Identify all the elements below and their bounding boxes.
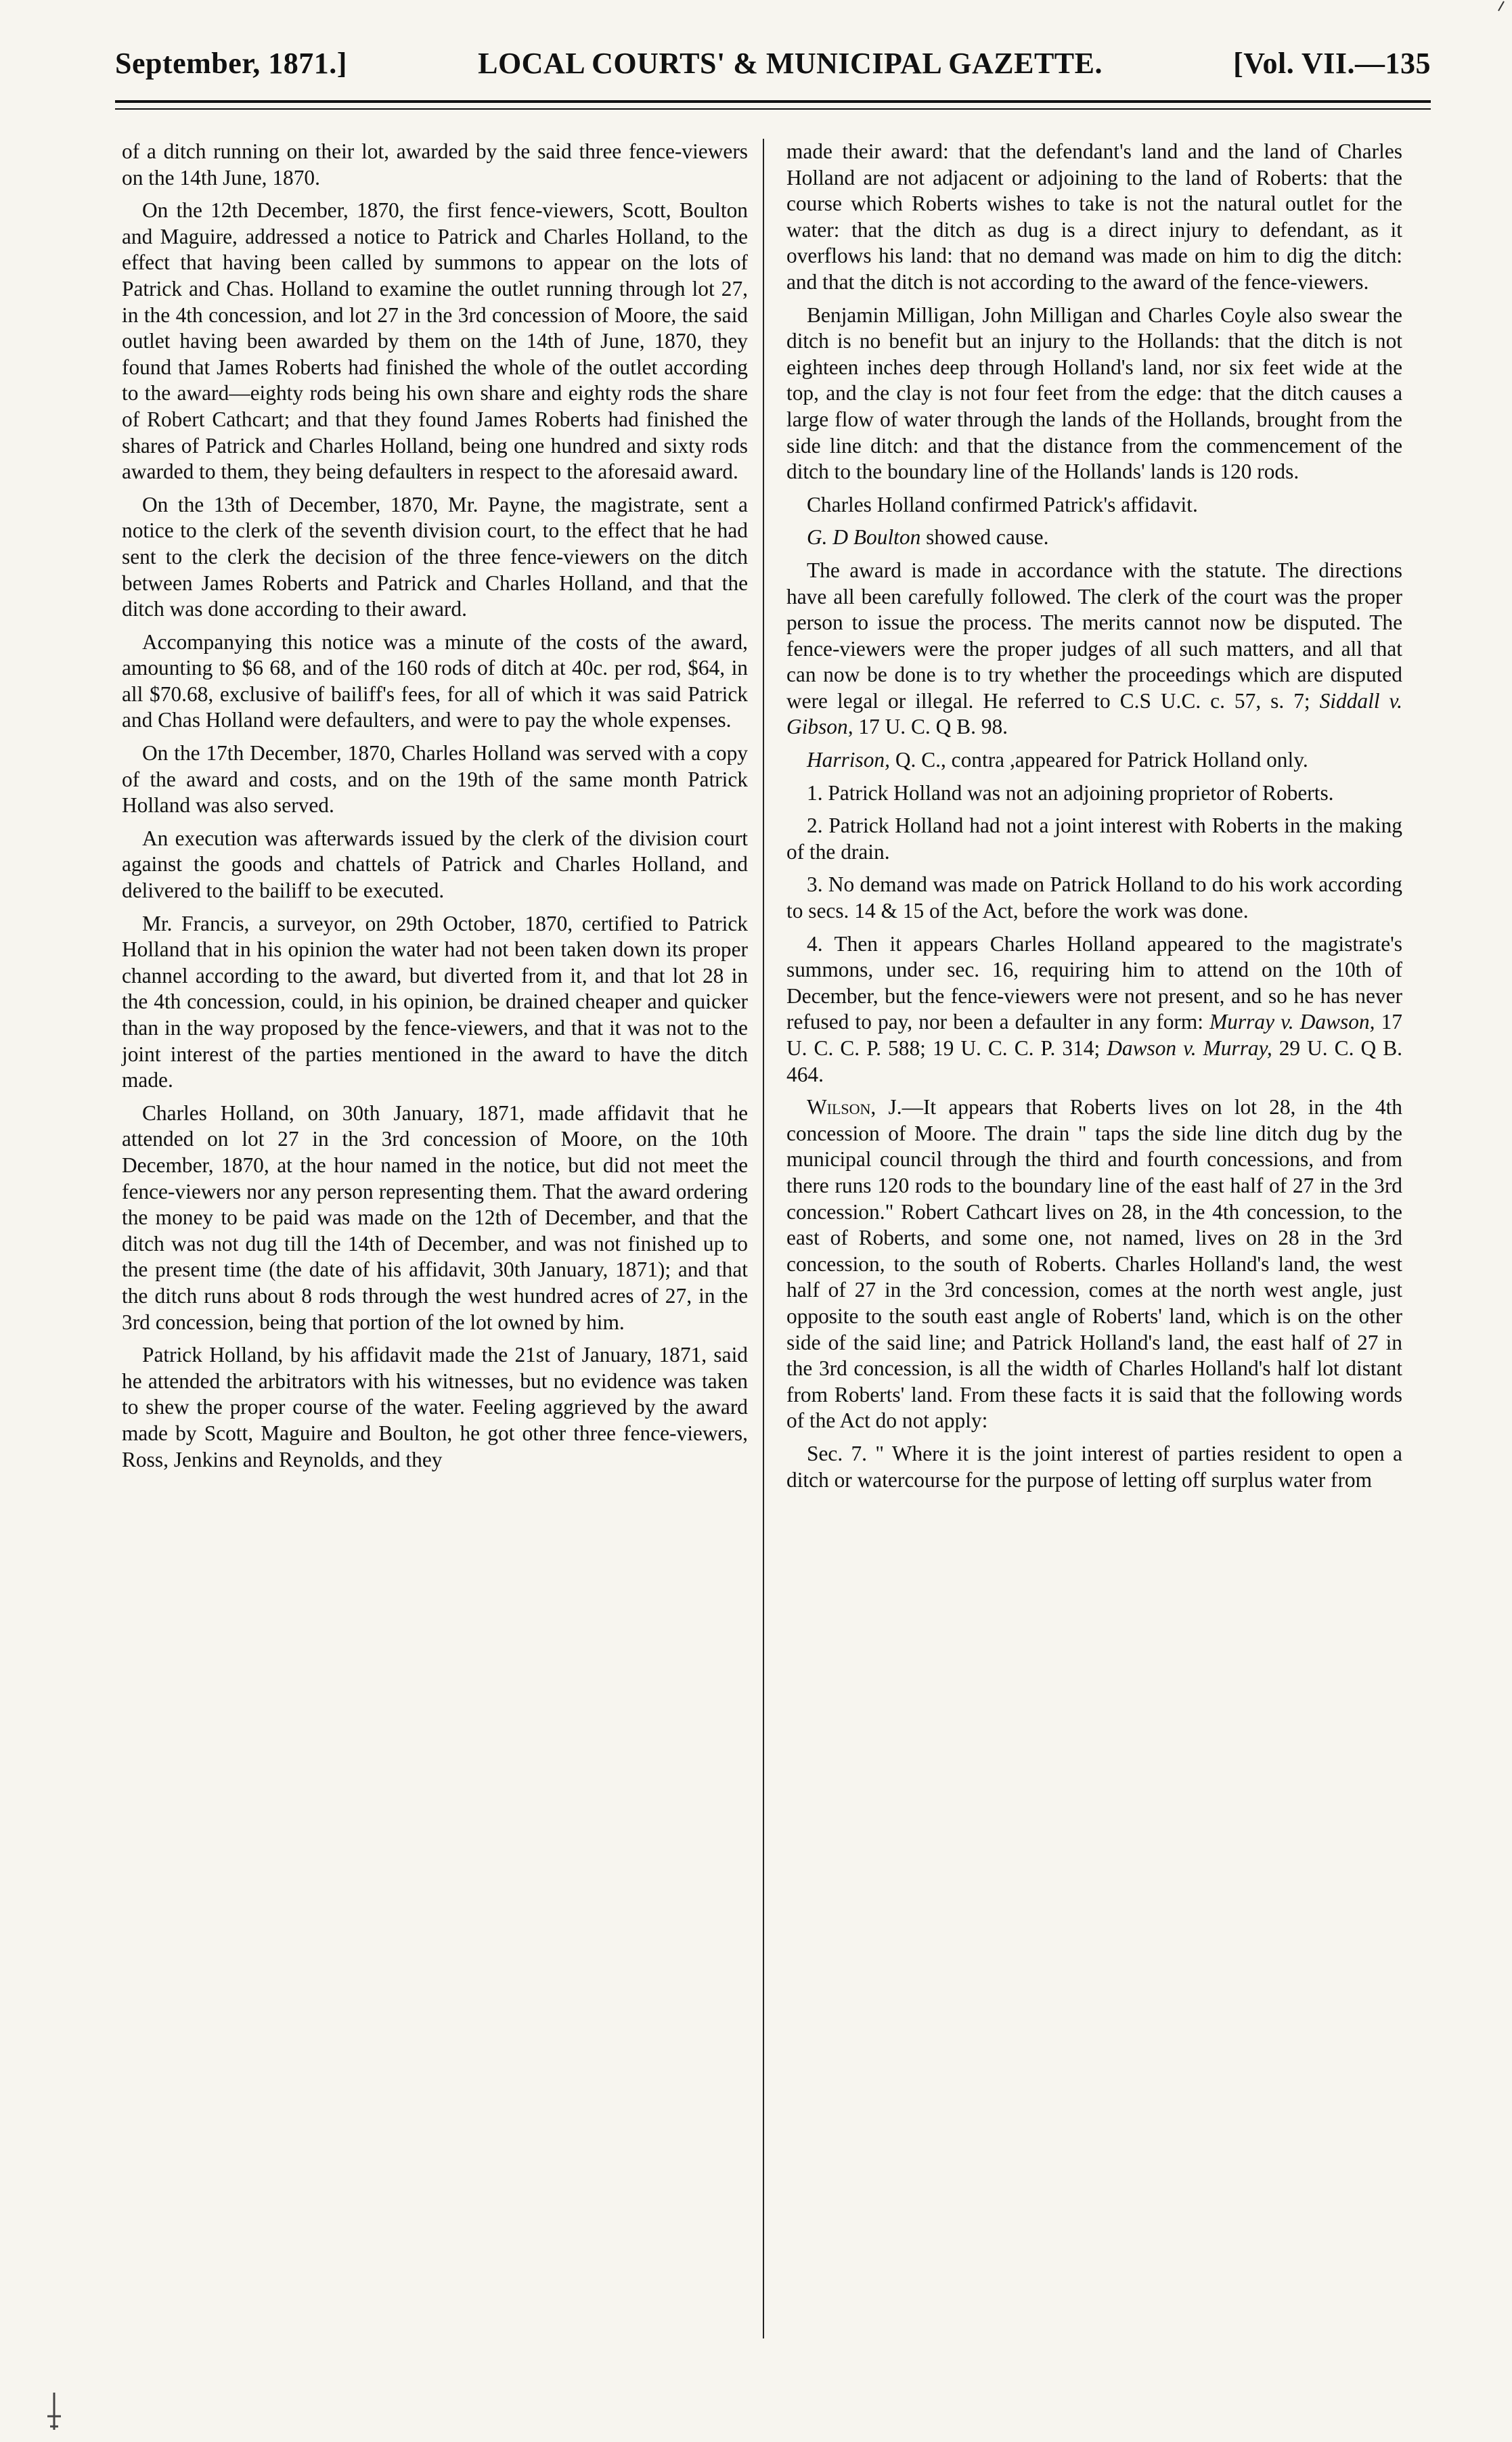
paragraph: On the 13th of December, 1870, Mr. Payne, the magistrate, sent a notice to the clerk of the seventh division court, to the effect that he had sent to the clerk the decision of the three fence-viewers on the ditch between James Roberts and Patrick and Charles Holland, and that the ditch was done according to their award. xyxy=(122,492,748,621)
paragraph: 1. Patrick Holland was not an adjoining proprietor of Roberts. xyxy=(807,780,1334,805)
printer-mark-icon xyxy=(41,2389,68,2437)
case-citation: Murray v. Dawson, xyxy=(1209,1010,1375,1034)
paragraph: 2. Patrick Holland had not a joint interest with Roberts in the making of the drain. xyxy=(786,814,1402,864)
counsel-name: Harrison, xyxy=(807,748,890,772)
paragraph-text: The award is made in accordance with the statute. The directions have all been carefully followed. The clerk of the court was the proper person to issue the process. The merits cannot now be disputed. The fence-viewers were the proper judges of all such matters, and all that can now be done is to try whether the proceedings which are disputed were legal or illegal. He referred to C.S U.C. c. 57, s. 7; xyxy=(786,558,1402,713)
right-column xyxy=(786,139,1402,1493)
paragraph-text: Q. C., contra ,appeared for Patrick Holland only. xyxy=(889,748,1308,772)
paragraph: Benjamin Milligan, John Milligan and Charles Coyle also swear the ditch is no benefit but an injury to the Hollands: that the ditch is not eighteen inches deep through Holland's land, nor six feet wide at the top, and the clay is not four feet from the edge: that the ditch causes a large flow of water through the lands of the Hollands, brought from the side line ditch: and that the distance from the commencement of the ditch to the boundary line of the Hollands' lands is 120 rods. xyxy=(786,303,1402,484)
paragraph xyxy=(786,558,1402,740)
header-volume-page: [Vol. VII.—135 xyxy=(1233,47,1431,80)
paragraph: Charles Holland, on 30th January, 1871, made affidavit that he attended on lot 27 in the 3rd concession of Moore, on the 10th December, 1870, at the hour named in the notice, but did not meet the fence-viewers nor any person representing them. That the award ordering the money to be paid was made on the 12th of December, and that the ditch was not dug till the 14th of December, and was not finished up to the present time (the date of his affidavit, 30th January, 1871); and that the ditch runs about 8 rods through the west hundred acres of 27, in the 3rd concession, being that portion of the lot owned by him. xyxy=(122,1101,748,1334)
header-date: September, 1871.] xyxy=(115,47,347,80)
paragraph: Accompanying this notice was a minute of the costs of the award, amounting to $6 68, and of the 160 rods of ditch at 40c. per rod, $64, in all $70.68, exclusive of bailiff's fees, for all of which it was said Patrick and Chas Holland were defaulters, and were to pay the whole expenses. xyxy=(122,629,748,732)
paragraph-text: 17 U. C. C. P. 588; 19 U. C. C. P. 314; xyxy=(786,1010,1402,1060)
paragraph: Patrick Holland, by his affidavit made the 21st of January, 1871, said he attended the arbitrators with his witnesses, but no evidence was taken to shew the proper course of the water. Feeling aggrieved by the award made by Scott, Maguire and Boulton, he got other three fence-viewers, Ross, Jenkins and Reynolds, and they xyxy=(122,1343,748,1471)
paragraph xyxy=(786,931,1402,1088)
paragraph-text: —It appears that Roberts lives on lot 28, in the 4th concession of Moore. The drain " taps the side line ditch dug by the municipal council through the third and fourth concessions, and from there runs 120 rods to the boundary line of the east half of 27 in the 3rd concession." Robert Cathcart lives on 28, in the 4th concession, to the east of Roberts, and some one, not named, lives on 28 in the 3rd concession, to the south of Roberts. Charles Holland's land, the west half of 27 in the 3rd concession, comes at the north west angle, just opposite to the south east angle of Roberts' land, which is on the other side of the said line; and Patrick Holland's land, the east half of 27 in the 3rd concession, is all the width of Charles Holland's half lot distant from Roberts' land. From these facts it is said that the following words of the Act do not apply: xyxy=(786,1095,1402,1433)
paragraph xyxy=(786,525,1402,551)
running-head xyxy=(115,46,1431,81)
column-divider xyxy=(763,139,764,2338)
case-citation: Dawson v. Murray, xyxy=(1107,1036,1272,1060)
paragraph xyxy=(786,1094,1402,1434)
paragraph: made their award: that the defendant's land and the land of Charles Holland are not adjacent or adjoining to the land of Roberts: that the course which Roberts wishes to take is not the natural outlet for the water: that the ditch as dug is a direct injury to defendant, as it overflows his land: that no demand was made on him to dig the ditch: and that the ditch is not according to the award of the fence-viewers. xyxy=(786,139,1402,294)
left-column xyxy=(122,139,748,1473)
judge-name: Wilson, J. xyxy=(807,1095,902,1119)
counsel-name: G. D Boulton xyxy=(807,525,921,550)
paragraph-text: 29 U. C. Q B. 464. xyxy=(786,1036,1402,1086)
paragraph-text: 17 U. C. Q B. 98. xyxy=(853,715,1008,739)
case-citation: Siddall v. Gibson, xyxy=(786,688,1402,739)
paragraph: An execution was afterwards issued by the clerk of the division court against the goods and chattels of Patrick and Charles Holland, and delivered to the bailiff to be executed. xyxy=(122,826,748,903)
paragraph: Mr. Francis, a surveyor, on 29th October, 1870, certified to Patrick Holland that in his opinion the water had not been taken down its proper channel according to the award, but diverted from it, and that lot 28 in the 4th concession, could, in his opinion, be drained cheaper and quicker than in the way proposed by the fence-viewers, and that it was not to the joint interest of the parties mentioned in the award to have the ditch made. xyxy=(122,911,748,1092)
corner-mark-icon xyxy=(1497,0,1505,12)
paragraph xyxy=(786,747,1402,774)
paragraph: 3. No demand was made on Patrick Holland to do his work according to secs. 14 & 15 of the Act, before the work was done. xyxy=(786,872,1402,923)
paragraph: On the 12th December, 1870, the first fence-viewers, Scott, Boulton and Maguire, addressed a notice to Patrick and Charles Holland, to the effect that having been called by summons to appear on the lots of Patrick and Chas. Holland to examine the outlet running through lot 27, in the 4th concession, and lot 27 in the 3rd concession of Moore, the said outlet having been awarded by them on the 14th of June, 1870, they found that James Roberts had finished the whole of the outlet according to the award—eighty rods being his own share and eighty rods the share of Robert Cathcart; and that they found James Roberts had finished the shares of Patrick and Charles Holland, being one hundred and sixty rods awarded to them, they being defaulters in respect to the aforesaid award. xyxy=(122,198,748,484)
paragraph: Charles Holland confirmed Patrick's affidavit. xyxy=(807,492,1198,516)
paragraph-text: showed cause. xyxy=(920,525,1049,550)
paragraph: On the 17th December, 1870, Charles Holland was served with a copy of the award and costs, and on the 19th of the same month Patrick Holland was also served. xyxy=(122,741,748,818)
paragraph: Sec. 7. " Where it is the joint interest of parties resident to open a ditch or watercourse for the purpose of letting off surplus water from xyxy=(786,1441,1402,1492)
header-rule-thin xyxy=(115,108,1431,110)
paragraph-text: 4. Then it appears Charles Holland appeared to the magistrate's summons, under sec. 16, requiring him to attend on the 10th of December, but the fence-viewers were not present, and so he has never refused to pay, nor been a defaulter in any form: xyxy=(786,931,1402,1034)
paragraph: of a ditch running on their lot, awarded by the said three fence-viewers on the 14th June, 1870. xyxy=(122,139,748,190)
header-rule-thick xyxy=(115,100,1431,103)
header-title: LOCAL COURTS' & MUNICIPAL GAZETTE. xyxy=(478,47,1103,80)
